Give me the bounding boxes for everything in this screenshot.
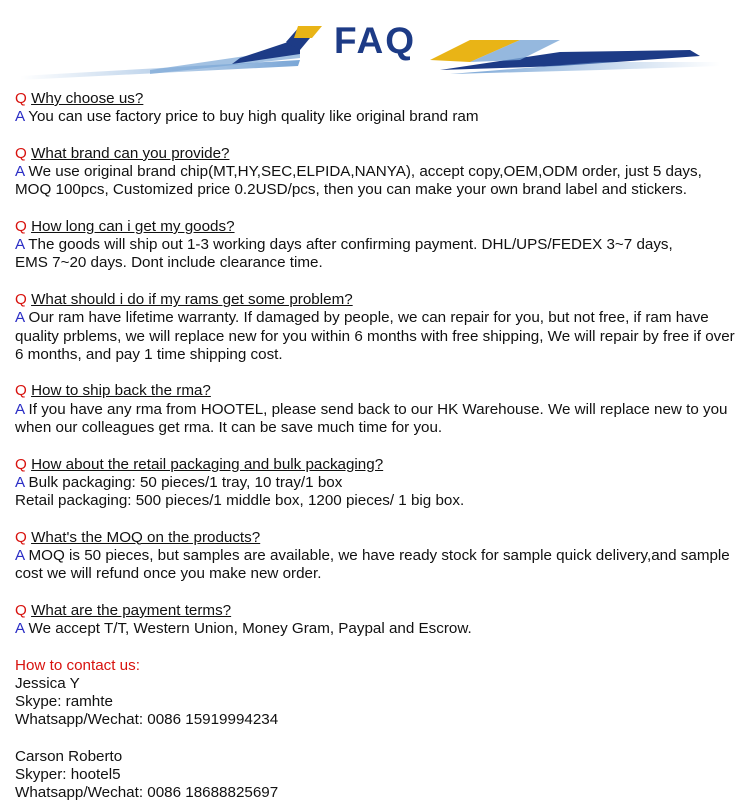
- answer-text: We use original brand chip(MT,HY,SEC,ELPIDA,NANYA), accept copy,OEM,ODM order, just 5 days,: [28, 163, 702, 181]
- faq-answer-line: [15, 163, 740, 181]
- faq-answer-line: [15, 492, 740, 510]
- answer-text: You can use factory price to buy high quality like original brand ram: [28, 108, 479, 126]
- faq-question: [15, 382, 740, 400]
- answer-text: when our colleagues get rma. It can be save much time for you.: [15, 418, 443, 436]
- question-marker: Q: [15, 90, 27, 107]
- answer-text: Retail packaging: 500 pieces/1 middle box, 1200 pieces/ 1 big box.: [15, 491, 465, 509]
- faq-item: [15, 90, 740, 126]
- faq-answer-line: [15, 419, 740, 437]
- answer-marker: A: [15, 108, 25, 126]
- faq-answer-line: [15, 236, 740, 254]
- question-marker: Q: [15, 601, 27, 619]
- contact-whatsapp: Whatsapp/Wechat: 0086 15919994234: [15, 711, 279, 729]
- contact-whatsapp: Whatsapp/Wechat: 0086 18688825697: [15, 784, 279, 802]
- question-text: Why choose us?: [31, 90, 144, 107]
- answer-text: Bulk packaging: 50 pieces/1 tray, 10 tray/1 box: [28, 473, 343, 491]
- question-text: How about the retail packaging and bulk packaging?: [31, 455, 384, 473]
- faq-banner: [0, 0, 750, 88]
- contact-skype: Skyper: hootel5: [15, 765, 121, 783]
- answer-text: EMS 7~20 days. Dont include clearance time.: [15, 254, 323, 272]
- faq-title: FAQ: [333, 20, 417, 61]
- answer-text: If you have any rma from HOOTEL, please send back to our HK Warehouse. We will replace new to you: [28, 400, 728, 418]
- answer-text: Our ram have lifetime warranty. If damaged by people, we can repair for you, but not free, if ram have: [28, 309, 709, 327]
- faq-answer-line: [15, 309, 740, 327]
- spacer: [15, 729, 740, 747]
- faq-answer-line: [15, 547, 740, 565]
- question-text: What's the MOQ on the products?: [31, 528, 261, 546]
- answer-text: quality prblems, we will replace new for you within 6 months with free shipping, We will repair by free if over: [15, 327, 735, 345]
- answer-text: cost we will refund once you make new order.: [15, 565, 322, 583]
- question-text: What should i do if my rams get some problem?: [31, 291, 353, 309]
- question-text: What are the payment terms?: [31, 601, 232, 619]
- faq-item: [15, 456, 740, 511]
- faq-answer-line: [15, 474, 740, 492]
- faq-question: [15, 90, 740, 108]
- faq-item: [15, 291, 740, 364]
- question-marker: Q: [15, 528, 27, 546]
- contact-name: Jessica Y: [15, 674, 80, 692]
- faq-answer-line: [15, 254, 740, 272]
- faq-question: [15, 218, 740, 236]
- faq-answer-line: [15, 346, 740, 364]
- contact-name: Carson Roberto: [15, 747, 123, 765]
- answer-marker: A: [15, 309, 25, 327]
- faq-answer-line: [15, 620, 740, 638]
- question-text: How long can i get my goods?: [31, 218, 235, 236]
- faq-item: [15, 145, 740, 200]
- answer-marker: A: [15, 163, 25, 181]
- contact-title: How to contact us:: [15, 656, 140, 674]
- question-marker: Q: [15, 291, 27, 309]
- answer-marker: A: [15, 236, 25, 254]
- faq-question: [15, 291, 740, 309]
- contact-section: [15, 657, 740, 802]
- question-marker: Q: [15, 382, 27, 400]
- answer-marker: A: [15, 400, 25, 418]
- question-marker: Q: [15, 144, 27, 162]
- faq-answer-line: [15, 108, 740, 126]
- answer-text: MOQ 100pcs, Customized price 0.2USD/pcs, then you can make your own brand label and stickers.: [15, 181, 687, 199]
- answer-text: MOQ is 50 pieces, but samples are available, we have ready stock for sample quick delivery,and sample: [28, 546, 730, 564]
- faq-content: [15, 90, 740, 802]
- faq-item: [15, 382, 740, 437]
- answer-text: We accept T/T, Western Union, Money Gram, Paypal and Escrow.: [28, 619, 472, 637]
- question-marker: Q: [15, 455, 27, 473]
- faq-question: [15, 145, 740, 163]
- faq-question: [15, 456, 740, 474]
- faq-answer-line: [15, 328, 740, 346]
- faq-question: [15, 529, 740, 547]
- answer-marker: A: [15, 546, 25, 564]
- faq-question: [15, 602, 740, 620]
- faq-item: [15, 602, 740, 638]
- answer-text: The goods will ship out 1-3 working days after confirming payment. DHL/UPS/FEDEX 3~7 days,: [28, 236, 673, 254]
- answer-marker: A: [15, 473, 25, 491]
- answer-text: 6 months, and pay 1 time shipping cost.: [15, 345, 283, 363]
- faq-answer-line: [15, 181, 740, 199]
- faq-item: [15, 218, 740, 273]
- question-text: How to ship back the rma?: [31, 382, 211, 400]
- contact-skype: Skype: ramhte: [15, 693, 113, 711]
- question-marker: Q: [15, 218, 27, 236]
- question-text: What brand can you provide?: [31, 144, 230, 162]
- faq-answer-line: [15, 401, 740, 419]
- faq-answer-line: [15, 565, 740, 583]
- answer-marker: A: [15, 619, 25, 637]
- faq-item: [15, 529, 740, 584]
